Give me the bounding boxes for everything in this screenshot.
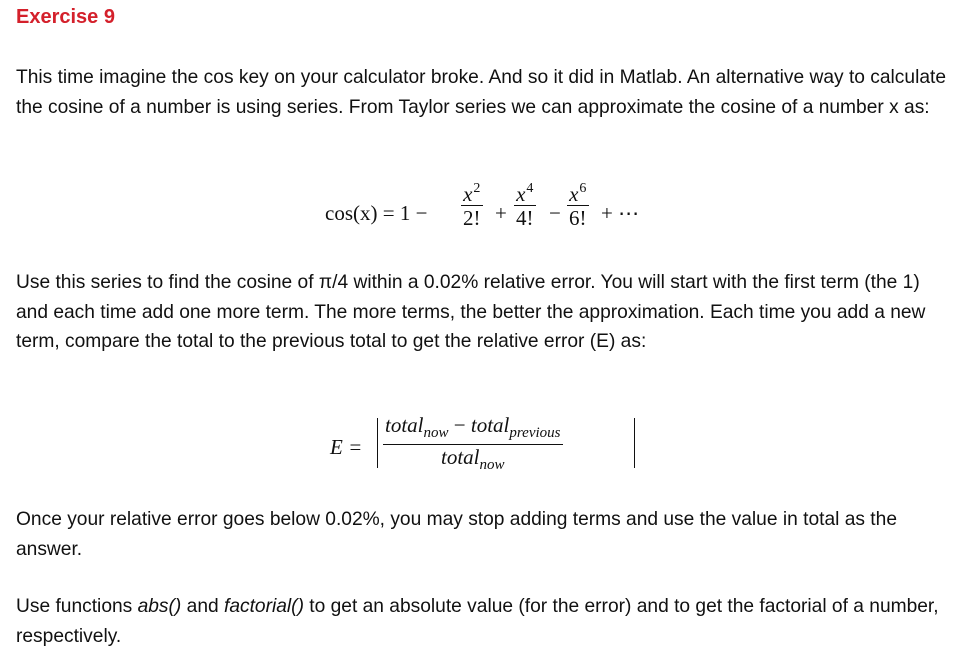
- error-fraction: total$_{now}$ − total$_{previous}$ total$_{now}$: [385, 413, 561, 473]
- intro-paragraph: This time imagine the cos key on your calculator broke. And so it did in Matlab. An alternative way to calculate the cosine of a number is using series. From Taylor series we can approximate the cosine of a number x as:: [16, 67, 947, 118]
- series-tail: + ⋯: [601, 201, 640, 225]
- factorial-function-name: factorial(): [224, 596, 304, 617]
- term-x4-over-4fact: $x^4$ 4!: [516, 181, 534, 230]
- abs-bar-left: [377, 418, 378, 468]
- abs-bar-right: [634, 418, 635, 468]
- error-formula-lhs: E =: [330, 435, 363, 459]
- abs-function-name: abs(): [137, 596, 182, 617]
- cos-formula-lhs: cos(x) = 1 −: [325, 201, 428, 225]
- term-x2-over-2fact: $x^2$ 2!: [463, 181, 481, 230]
- functions-paragraph: Use functions abs() and factorial() to get an absolute value (for the error) and to get the factorial of a number, respectively.: [16, 596, 939, 647]
- minus-operator: −: [549, 201, 561, 225]
- instructions-paragraph: Use this series to find the cosine of π/4 within a 0.02% relative error. You will start with the first term (the 1) and each time add one more term. The more terms, the better the approximation. Each time you add a new term, compare the total to the previous total to get the relative error (E) as:: [16, 272, 926, 352]
- exercise-title: Exercise 9: [16, 6, 115, 28]
- term-x6-over-6fact: $x^6$ 6!: [569, 181, 587, 230]
- plus-operator: +: [495, 201, 507, 225]
- stop-rule-paragraph: Once your relative error goes below 0.02%, you may stop adding terms and use the value in total as the answer.: [16, 509, 897, 560]
